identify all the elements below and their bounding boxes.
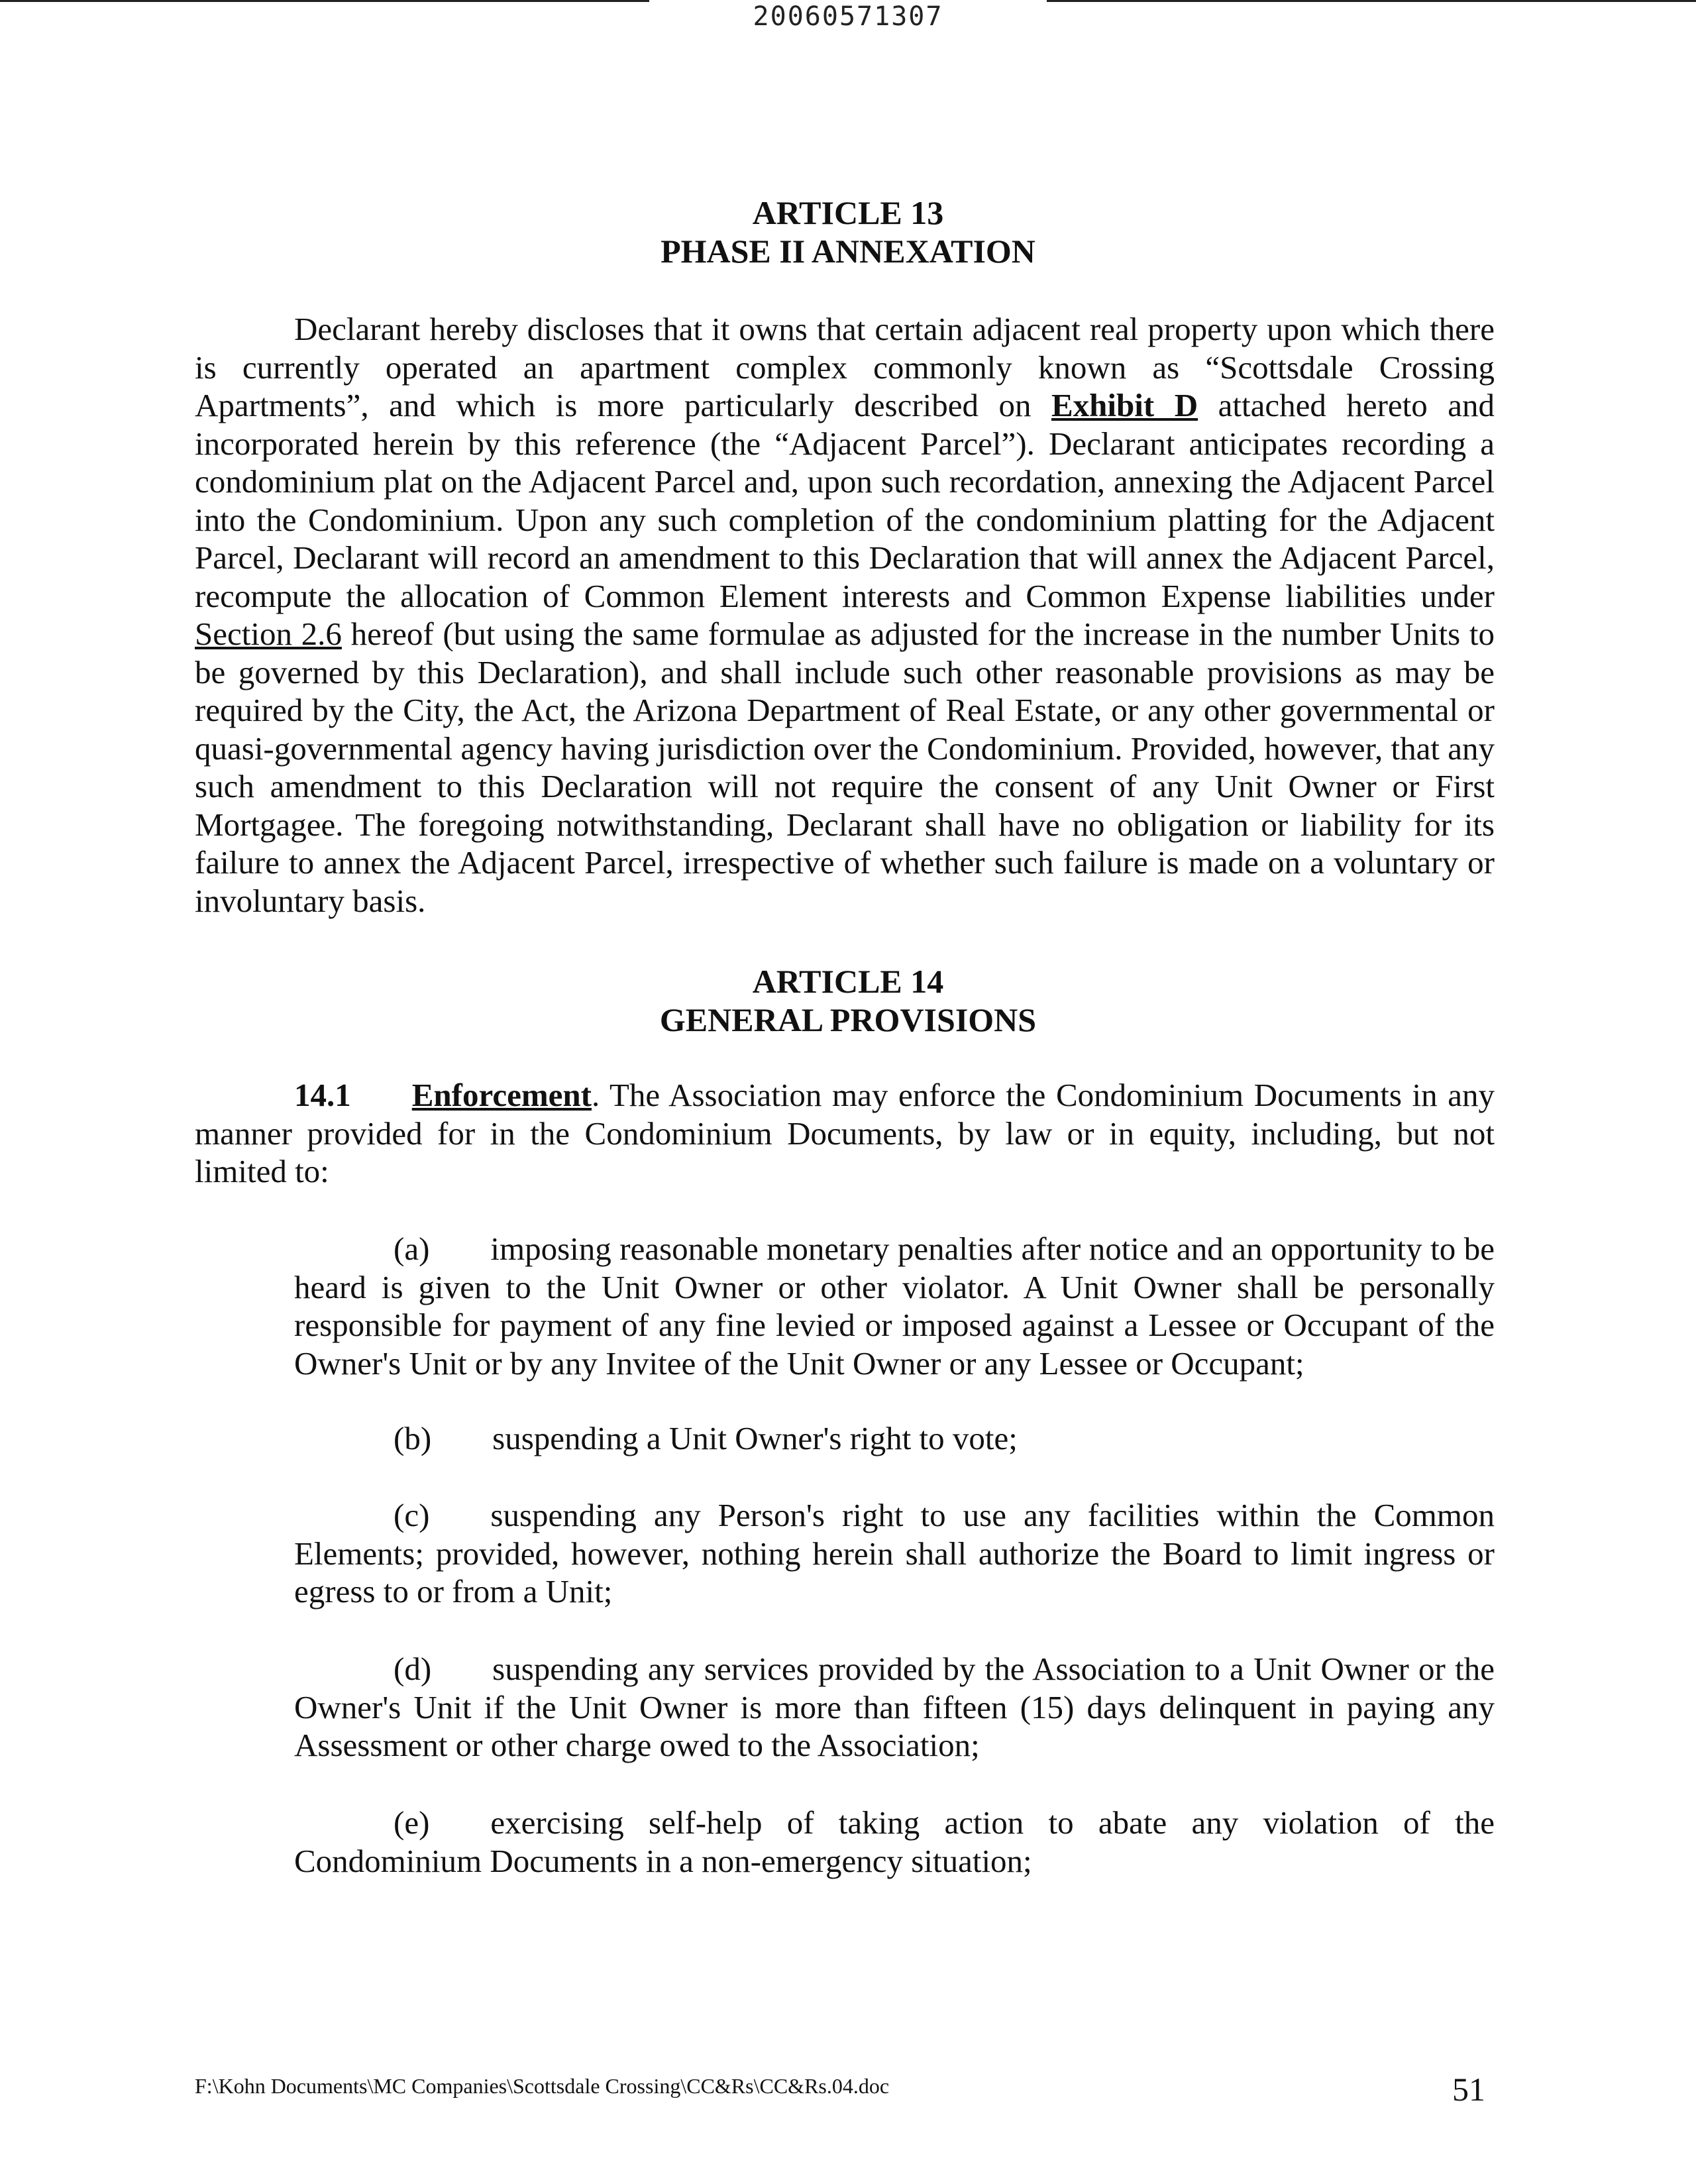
article-13-subtitle: PHASE II ANNEXATION [661,233,1035,270]
item-text: imposing reasonable monetary penalties after notice and an opportunity to be heard is given to the Unit Owner or other violator. A Unit Owner shall be personally responsible for payment of any fine levied or imposed against a Lessee or Occupant of the Owner's Unit or by any Invitee of the Unit Owner or any Lessee or Occupant; [294,1230,1495,1382]
list-item-a [294,1230,1495,1382]
article-13-text-part3: hereof (but using the same formulae as adjusted for the increase in the number Units to be governed by this Declaration), and shall include such other reasonable provisions as may be required by the City, the Act, the Arizona Department of Real Estate, or any other governmental or quasi-governmental agency having jurisdiction over the Condominium. Provided, however, that any such amendment to this Declaration will not require the consent of any Unit Owner or First Mortgagee. The foregoing notwithstanding, Declarant shall have no obligation or liability for its failure to annex the Adjacent Parcel, irrespective of whether such failure is made on a voluntary or involuntary basis. [195,616,1495,919]
article-13-text-part1: Declarant hereby discloses that it owns that certain adjacent real property upon which there is currently operated an apartment complex commonly known as “Scottsdale Crossing Apartments”, and which is more particularly described on [195,311,1495,423]
section-14-1-text: . The Association may enforce the Condominium Documents in any manner provided for in the Condominium Documents, by law or in equity, including, but not limited to: [195,1077,1495,1189]
exhibit-d-reference: Exhibit D [1051,387,1198,423]
article-14-title: ARTICLE 14 [752,963,944,1000]
item-label: (c) [394,1497,430,1533]
list-item-c [294,1496,1495,1611]
list-item-b [294,1419,1495,1458]
article-14-subtitle: GENERAL PROVISIONS [659,1001,1037,1038]
list-item-d [294,1650,1495,1765]
article-14-heading [0,962,1696,1039]
article-13-title: ARTICLE 13 [752,194,944,231]
item-text: exercising self-help of taking action to abate any violation of the Condominium Documents in a non-emergency situation; [294,1804,1495,1879]
list-item-e [294,1804,1495,1880]
item-text: suspending any services provided by the Association to a Unit Owner or the Owner's Unit if the Unit Owner is more than fifteen (15) days delinquent in paying any Assessment or other charge owed to the Association; [294,1651,1495,1763]
article-13-paragraph [195,310,1495,920]
article-13-heading [0,193,1696,270]
page-number: 51 [1452,2071,1485,2108]
item-text: suspending any Person's right to use any facilities within the Common Elements; provided, however, nothing herein shall authorize the Board to limit ingress or egress to or from a Unit; [294,1497,1495,1610]
section-2-6-reference: Section 2.6 [195,616,342,652]
item-text: suspending a Unit Owner's right to vote; [492,1420,1018,1456]
section-14-1-number: 14.1 [294,1077,351,1113]
article-13-text-part2: attached hereto and incorporated herein by this reference (the “Adjacent Parcel”). Declarant anticipates recording a condominium plat on the Adjacent Parcel and, upon such recordation, annexing the Adjacent Parcel into the Condominium. Upon any such completion of the condominium platting for the Adjacent Parcel, Declarant will record an amendment to this Declaration that will annex the Adjacent Parcel, recompute the allocation of Common Element interests and Common Expense liabilities under [195,387,1495,614]
footer-file-path: F:\Kohn Documents\MC Companies\Scottsdale Crossing\CC&Rs\CC&Rs.04.doc [195,2074,890,2098]
item-label: (d) [394,1651,432,1687]
item-label: (b) [394,1420,432,1456]
section-14-1-paragraph [195,1076,1495,1191]
item-label: (a) [394,1230,430,1267]
item-label: (e) [394,1804,430,1841]
section-14-1-title: Enforcement [411,1077,592,1113]
recording-number: 20060571307 [753,1,943,32]
